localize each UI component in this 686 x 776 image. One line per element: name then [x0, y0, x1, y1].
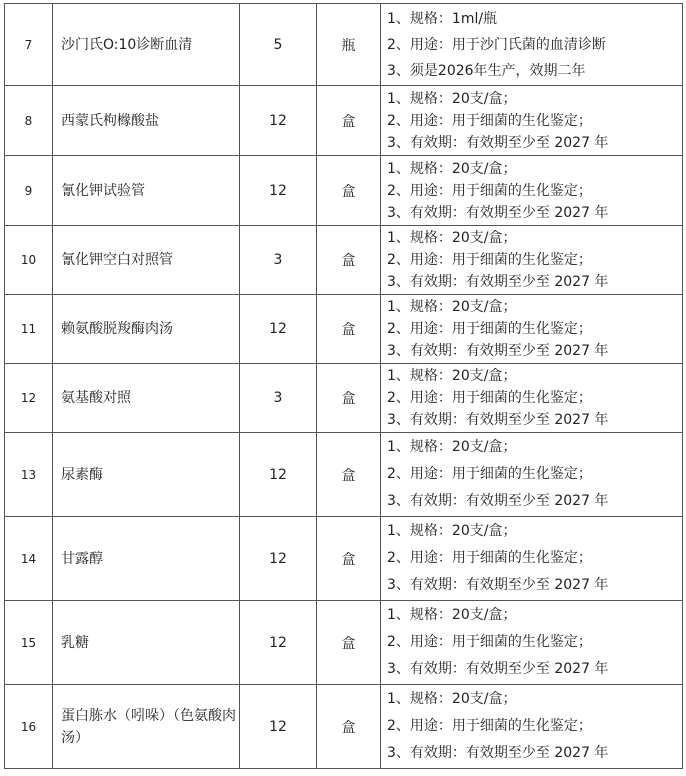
row-number: 15 — [5, 601, 53, 685]
item-quantity: 12 — [240, 156, 317, 226]
item-spec — [381, 86, 683, 156]
item-unit: 盒 — [317, 685, 381, 769]
item-spec — [381, 156, 683, 226]
item-spec — [381, 433, 683, 517]
spec-line: 1、规格：20支/盒； — [387, 90, 517, 107]
spec-line: 3、有效期：有效期至少至 2027 年 — [387, 412, 609, 428]
spec-line: 1、规格：20支/盒； — [387, 230, 517, 246]
item-name: 甘露醇 — [53, 517, 240, 601]
row-number: 8 — [5, 86, 53, 156]
spec-line: 3、有效期：有效期至少至 2027 年 — [387, 493, 609, 509]
spec-line: 1、规格：20支/盒； — [387, 607, 517, 623]
spec-line: 3、须是2026年生产，效期二年 — [387, 62, 586, 79]
table-row — [5, 295, 683, 364]
row-number: 7 — [5, 4, 53, 86]
spec-line: 1、规格：20支/盒； — [387, 160, 517, 177]
item-unit: 盒 — [317, 156, 381, 226]
item-unit: 盒 — [317, 86, 381, 156]
item-unit: 盒 — [317, 226, 381, 295]
row-number: 10 — [5, 226, 53, 295]
item-quantity: 12 — [240, 517, 317, 601]
spec-line: 3、有效期：有效期至少至 2027 年 — [387, 577, 609, 593]
item-spec — [381, 685, 683, 769]
reagent-table — [4, 3, 683, 769]
table-row — [5, 433, 683, 517]
spec-line: 3、有效期：有效期至少至 2027 年 — [387, 204, 609, 221]
item-quantity: 3 — [240, 226, 317, 295]
item-unit: 盒 — [317, 517, 381, 601]
item-unit: 盒 — [317, 295, 381, 364]
spec-line: 3、有效期：有效期至少至 2027 年 — [387, 343, 609, 359]
item-spec — [381, 517, 683, 601]
table-row — [5, 364, 683, 433]
table-row — [5, 226, 683, 295]
item-unit: 瓶 — [317, 4, 381, 86]
item-quantity: 5 — [240, 4, 317, 86]
spec-line: 2、用途：用于细菌的生化鉴定； — [387, 550, 592, 566]
spec-line: 2、用途：用于沙门氏菌的血清诊断 — [387, 36, 606, 53]
row-number: 14 — [5, 517, 53, 601]
spec-line: 2、用途：用于细菌的生化鉴定； — [387, 252, 592, 268]
spec-line: 1、规格：20支/盒； — [387, 368, 517, 384]
item-name: 乳糖 — [53, 601, 240, 685]
spec-line: 2、用途：用于细菌的生化鉴定； — [387, 466, 592, 482]
item-unit: 盒 — [317, 601, 381, 685]
spec-line: 3、有效期：有效期至少至 2027 年 — [387, 745, 609, 761]
spec-line: 3、有效期：有效期至少至 2027 年 — [387, 134, 609, 151]
item-spec — [381, 226, 683, 295]
spec-line: 3、有效期：有效期至少至 2027 年 — [387, 274, 609, 290]
item-quantity: 12 — [240, 601, 317, 685]
spec-line: 3、有效期：有效期至少至 2027 年 — [387, 661, 609, 677]
spec-line: 2、用途：用于细菌的生化鉴定； — [387, 634, 592, 650]
item-quantity: 12 — [240, 86, 317, 156]
item-name: 尿素酶 — [53, 433, 240, 517]
spec-line: 2、用途：用于细菌的生化鉴定； — [387, 718, 592, 734]
spec-line: 1、规格：1ml/瓶 — [387, 10, 498, 27]
spec-line: 2、用途：用于细菌的生化鉴定； — [387, 112, 592, 129]
table-row — [5, 601, 683, 685]
item-name: 沙门氏O:10诊断血清 — [53, 4, 240, 86]
row-number: 16 — [5, 685, 53, 769]
item-spec — [381, 4, 683, 86]
item-name: 氨基酸对照 — [53, 364, 240, 433]
table-row — [5, 685, 683, 769]
table-row — [5, 156, 683, 226]
item-name: 氰化钾试验管 — [53, 156, 240, 226]
spec-line: 1、规格：20支/盒； — [387, 299, 517, 315]
table-row — [5, 4, 683, 86]
row-number: 11 — [5, 295, 53, 364]
item-quantity: 12 — [240, 295, 317, 364]
item-quantity: 3 — [240, 364, 317, 433]
spec-line: 2、用途：用于细菌的生化鉴定； — [387, 390, 592, 406]
item-name: 西蒙氏枸橼酸盐 — [53, 86, 240, 156]
item-spec — [381, 295, 683, 364]
item-unit: 盒 — [317, 433, 381, 517]
row-number: 9 — [5, 156, 53, 226]
row-number: 12 — [5, 364, 53, 433]
row-number: 13 — [5, 433, 53, 517]
item-name: 氰化钾空白对照管 — [53, 226, 240, 295]
spec-line: 1、规格：20支/盒； — [387, 523, 517, 539]
table-row — [5, 517, 683, 601]
item-spec — [381, 601, 683, 685]
spec-line: 1、规格：20支/盒； — [387, 439, 517, 455]
item-quantity: 12 — [240, 433, 317, 517]
item-unit: 盒 — [317, 364, 381, 433]
spec-line: 1、规格：20支/盒； — [387, 691, 517, 707]
item-spec — [381, 364, 683, 433]
spec-line: 2、用途：用于细菌的生化鉴定； — [387, 182, 592, 199]
item-name: 蛋白胨水（吲哚）（色氨酸肉汤） — [53, 685, 240, 769]
table-row — [5, 86, 683, 156]
spec-line: 2、用途：用于细菌的生化鉴定； — [387, 321, 592, 337]
item-name: 赖氨酸脱羧酶肉汤 — [53, 295, 240, 364]
item-quantity: 12 — [240, 685, 317, 769]
